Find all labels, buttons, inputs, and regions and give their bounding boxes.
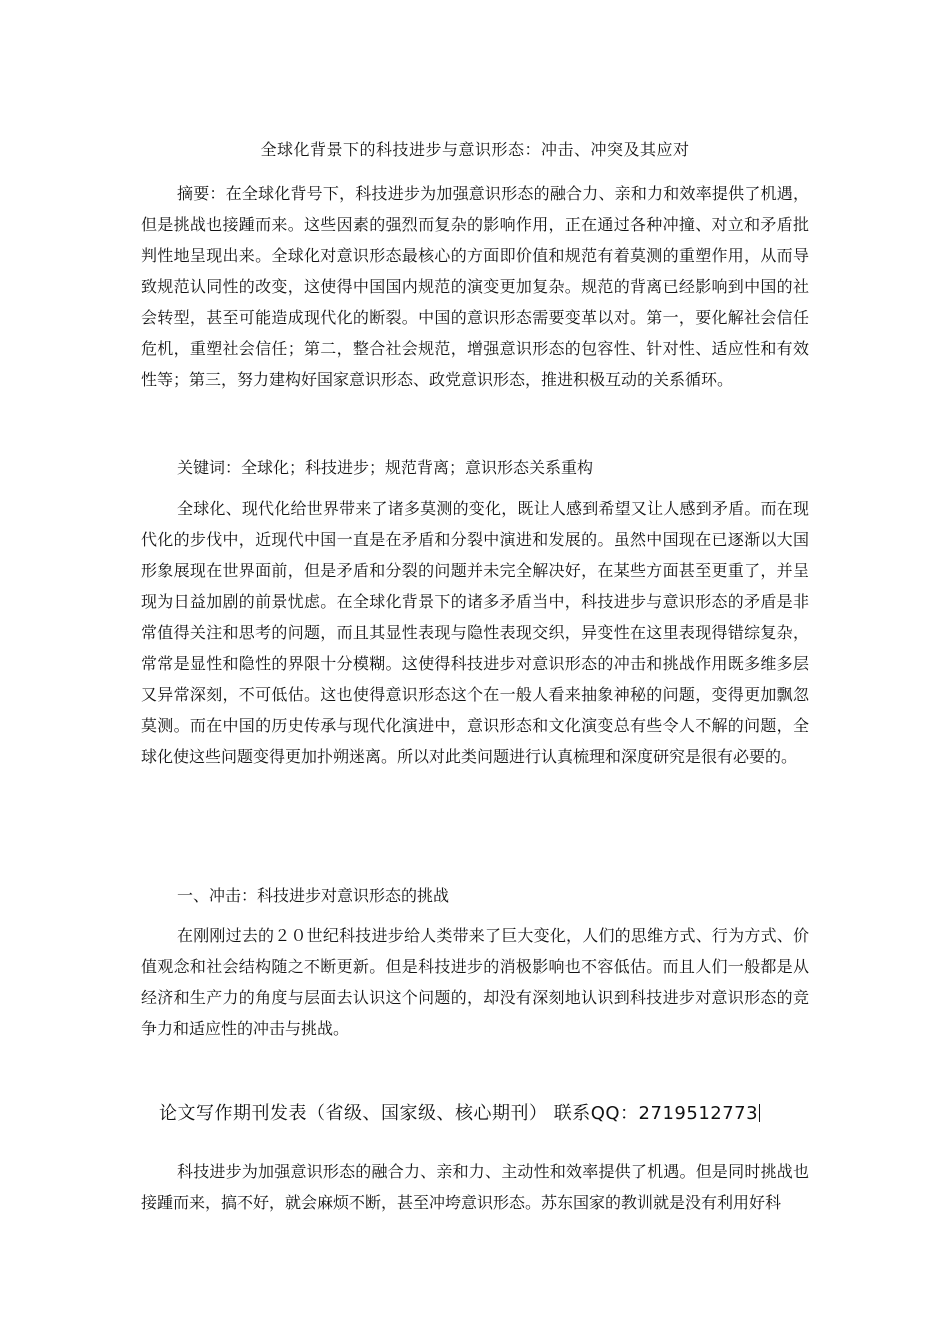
banner-text: 论文写作期刊发表（省级、国家级、核心期刊） 联系QQ：2719512773: [159, 1103, 759, 1124]
text-cursor: [759, 1104, 760, 1122]
final-paragraph: 科技进步为加强意识形态的融合力、亲和力、主动性和效率提供了机遇。但是同时挑战也接踵而来，搞不好，就会麻烦不断，甚至冲垮意识形态。苏东国家的教训就是没有利用好科: [141, 1162, 809, 1212]
contact-banner: [159, 1099, 760, 1125]
section-heading: 一、冲击：科技进步对意识形态的挑战: [177, 886, 450, 905]
section-paragraph: 在刚刚过去的２０世纪科技进步给人类带来了巨大变化，人们的思维方式、行为方式、价值观念和社会结构随之不断更新。但是科技进步的消极影响也不容低估。而且人们一般都是从经济和生产力的角度与层面去认识这个问题的，却没有深刻地认识到科技进步对意识形态的竞争力和适应性的冲击与挑战。: [141, 926, 809, 1038]
document-title: 全球化背景下的科技进步与意识形态：冲击、冲突及其应对: [260, 140, 690, 159]
intro-paragraph: 全球化、现代化给世界带来了诸多莫测的变化，既让人感到希望又让人感到矛盾。而在现代化的步伐中，近现代中国一直是在矛盾和分裂中演进和发展的。虽然中国现在已逐渐以大国形象展现在世界面前，但是矛盾和分裂的问题并未完全解决好，在某些方面甚至更重了，并呈现为日益加剧的前景忧虑。在全球化背景下的诸多矛盾当中，科技进步与意识形态的矛盾是非常值得关注和思考的问题，而且其显性表现与隐性表现交织，异变性在这里表现得错综复杂，常常是显性和隐性的界限十分模糊。这使得科技进步对意识形态的冲击和挑战作用既多维多层又异常深刻，不可低估。这也使得意识形态这个在一般人看来抽象神秘的问题，变得更加飘忽莫测。而在中国的历史传承与现代化演进中，意识形态和文化演变总有些令人不解的问题，全球化使这些问题变得更加扑朔迷离。所以对此类问题进行认真梳理和深度研究是很有必要的。: [141, 499, 809, 766]
keywords-line: 关键词：全球化；科技进步；规范背离；意识形态关系重构: [177, 458, 594, 477]
abstract-paragraph: 摘要：在全球化背号下，科技进步为加强意识形态的融合力、亲和力和效率提供了机遇，但是挑战也接踵而来。这些因素的强烈而复杂的影响作用，正在通过各种冲撞、对立和矛盾批判性地呈现出来。全球化对意识形态最核心的方面即价值和规范有着莫测的重塑作用，从而导致规范认同性的改变，这使得中国国内规范的演变更加复杂。规范的背离已经影响到中国的社会转型，甚至可能造成现代化的断裂。中国的意识形态需要变革以对。第一，要化解社会信任危机，重塑社会信任；第二，整合社会规范，增强意识形态的包容性、针对性、适应性和有效性等；第三，努力建构好国家意识形态、政党意识形态，推进积极互动的关系循环。: [141, 184, 809, 389]
